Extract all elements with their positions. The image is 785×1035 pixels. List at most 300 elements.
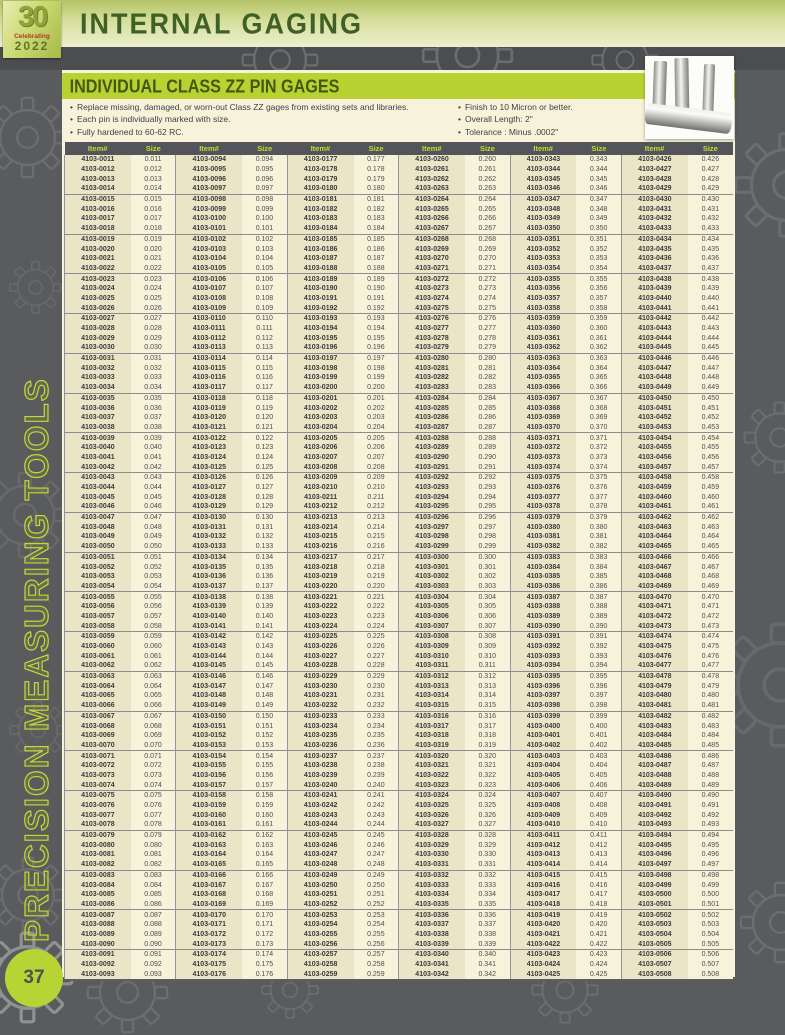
item-cell: 4103-0324	[399, 791, 465, 801]
page-title: INTERNAL GAGING	[80, 8, 364, 40]
item-cell: 4103-0424	[510, 960, 576, 970]
item-cell: 4103-0196	[287, 343, 353, 353]
size-cell: 0.443	[688, 324, 733, 334]
size-cell: 0.083	[131, 870, 176, 880]
item-cell: 4103-0145	[176, 661, 242, 671]
size-cell: 0.447	[688, 363, 733, 373]
item-cell: 4103-0361	[510, 333, 576, 343]
item-cell: 4103-0329	[399, 840, 465, 850]
item-cell: 4103-0238	[287, 761, 353, 771]
table-row	[65, 393, 734, 403]
size-cell: 0.167	[242, 880, 287, 890]
item-cell: 4103-0339	[399, 939, 465, 949]
size-cell: 0.246	[354, 840, 399, 850]
item-cell: 4103-0373	[510, 453, 576, 463]
size-cell: 0.453	[688, 423, 733, 433]
size-cell: 0.046	[131, 502, 176, 512]
item-cell: 4103-0268	[399, 234, 465, 244]
size-cell: 0.220	[354, 582, 399, 592]
item-cell: 4103-0357	[510, 294, 576, 304]
item-cell: 4103-0355	[510, 274, 576, 284]
size-cell: 0.228	[354, 661, 399, 671]
item-cell: 4103-0246	[287, 840, 353, 850]
table-row	[65, 751, 734, 761]
size-cell: 0.303	[465, 582, 510, 592]
size-cell: 0.484	[688, 731, 733, 741]
item-cell: 4103-0286	[399, 413, 465, 423]
size-cell: 0.150	[242, 711, 287, 721]
item-cell: 4103-0379	[510, 512, 576, 522]
item-cell: 4103-0120	[176, 413, 242, 423]
item-cell: 4103-0197	[287, 353, 353, 363]
item-cell: 4103-0225	[287, 632, 353, 642]
item-cell: 4103-0106	[176, 274, 242, 284]
item-cell: 4103-0415	[510, 870, 576, 880]
table-row	[65, 303, 734, 313]
size-cell: 0.125	[242, 462, 287, 472]
item-cell: 4103-0206	[287, 443, 353, 453]
bullet-item: • Overall Length: 2"	[458, 113, 648, 125]
size-cell: 0.380	[576, 522, 621, 532]
column-header-item: Item#	[65, 142, 131, 155]
item-cell: 4103-0459	[621, 483, 687, 493]
pin-photo	[645, 103, 733, 134]
item-cell: 4103-0161	[176, 820, 242, 830]
item-cell: 4103-0211	[287, 492, 353, 502]
size-cell: 0.299	[465, 542, 510, 552]
size-cell: 0.478	[688, 671, 733, 681]
item-cell: 4103-0178	[287, 165, 353, 175]
size-cell: 0.497	[688, 860, 733, 870]
bullet-item: • Each pin is individually marked with size.	[70, 113, 455, 125]
size-cell: 0.269	[465, 244, 510, 254]
size-cell: 0.301	[465, 562, 510, 572]
item-cell: 4103-0110	[176, 314, 242, 324]
size-cell: 0.174	[242, 950, 287, 960]
table-row	[65, 791, 734, 801]
size-cell: 0.499	[688, 880, 733, 890]
size-cell: 0.028	[131, 324, 176, 334]
item-cell: 4103-0187	[287, 254, 353, 264]
item-cell: 4103-0027	[65, 314, 131, 324]
size-cell: 0.035	[131, 393, 176, 403]
size-cell: 0.315	[465, 701, 510, 711]
item-cell: 4103-0015	[65, 194, 131, 204]
item-cell: 4103-0154	[176, 751, 242, 761]
item-cell: 4103-0295	[399, 502, 465, 512]
item-cell: 4103-0108	[176, 294, 242, 304]
size-cell: 0.137	[242, 582, 287, 592]
item-cell: 4103-0213	[287, 512, 353, 522]
item-cell: 4103-0391	[510, 632, 576, 642]
item-cell: 4103-0237	[287, 751, 353, 761]
size-cell: 0.012	[131, 165, 176, 175]
item-cell: 4103-0267	[399, 224, 465, 234]
size-cell: 0.092	[131, 960, 176, 970]
table-row	[65, 870, 734, 880]
size-cell: 0.185	[354, 234, 399, 244]
item-cell: 4103-0087	[65, 910, 131, 920]
item-cell: 4103-0400	[510, 721, 576, 731]
table-row	[65, 969, 734, 980]
page-number: 37	[23, 967, 45, 988]
anniversary-badge	[3, 1, 61, 58]
size-cell: 0.481	[688, 701, 733, 711]
item-cell: 4103-0191	[287, 294, 353, 304]
size-cell: 0.354	[576, 264, 621, 274]
item-cell: 4103-0142	[176, 632, 242, 642]
size-cell: 0.281	[465, 363, 510, 373]
size-cell: 0.339	[465, 939, 510, 949]
item-cell: 4103-0325	[399, 801, 465, 811]
size-cell: 0.329	[465, 840, 510, 850]
item-cell: 4103-0077	[65, 810, 131, 820]
item-cell: 4103-0199	[287, 373, 353, 383]
size-cell: 0.376	[576, 483, 621, 493]
bullet-item: • Replace missing, damaged, or worn-out Class ZZ gages from existing sets and libraries.	[70, 101, 455, 113]
item-cell: 4103-0477	[621, 661, 687, 671]
size-cell: 0.373	[576, 453, 621, 463]
size-cell: 0.106	[242, 274, 287, 284]
size-cell: 0.126	[242, 473, 287, 483]
item-cell: 4103-0134	[176, 552, 242, 562]
size-cell: 0.305	[465, 602, 510, 612]
size-cell: 0.139	[242, 602, 287, 612]
content-panel	[62, 70, 735, 977]
item-cell: 4103-0340	[399, 950, 465, 960]
table-row	[65, 731, 734, 741]
item-cell: 4103-0487	[621, 761, 687, 771]
size-cell: 0.248	[354, 860, 399, 870]
item-cell: 4103-0090	[65, 939, 131, 949]
size-cell: 0.386	[576, 582, 621, 592]
item-cell: 4103-0472	[621, 612, 687, 622]
item-cell: 4103-0448	[621, 373, 687, 383]
size-cell: 0.414	[576, 860, 621, 870]
item-cell: 4103-0214	[287, 522, 353, 532]
size-cell: 0.312	[465, 671, 510, 681]
item-cell: 4103-0119	[176, 403, 242, 413]
item-cell: 4103-0467	[621, 562, 687, 572]
item-cell: 4103-0216	[287, 542, 353, 552]
item-cell: 4103-0338	[399, 930, 465, 940]
table-row	[65, 950, 734, 960]
size-cell: 0.319	[465, 741, 510, 751]
size-cell: 0.076	[131, 801, 176, 811]
table-row	[65, 353, 734, 363]
item-cell: 4103-0397	[510, 691, 576, 701]
size-cell: 0.027	[131, 314, 176, 324]
size-cell: 0.204	[354, 423, 399, 433]
column-header-size: Size	[354, 142, 399, 155]
item-cell: 4103-0226	[287, 642, 353, 652]
item-cell: 4103-0434	[621, 234, 687, 244]
size-cell: 0.402	[576, 741, 621, 751]
item-cell: 4103-0452	[621, 413, 687, 423]
size-cell: 0.398	[576, 701, 621, 711]
item-cell: 4103-0390	[510, 621, 576, 631]
size-cell: 0.454	[688, 433, 733, 443]
size-cell: 0.318	[465, 731, 510, 741]
item-cell: 4103-0322	[399, 771, 465, 781]
size-cell: 0.067	[131, 711, 176, 721]
size-cell: 0.326	[465, 810, 510, 820]
item-cell: 4103-0474	[621, 632, 687, 642]
item-cell: 4103-0402	[510, 741, 576, 751]
size-cell: 0.079	[131, 830, 176, 840]
bullet-item: • Tolerance : Minus .0002"	[458, 126, 648, 138]
table-row	[65, 433, 734, 443]
item-cell: 4103-0501	[621, 900, 687, 910]
item-cell: 4103-0021	[65, 254, 131, 264]
size-cell: 0.136	[242, 572, 287, 582]
item-cell: 4103-0311	[399, 661, 465, 671]
item-cell: 4103-0308	[399, 632, 465, 642]
size-cell: 0.489	[688, 780, 733, 790]
size-cell: 0.431	[688, 204, 733, 214]
item-cell: 4103-0052	[65, 562, 131, 572]
size-cell: 0.297	[465, 522, 510, 532]
item-cell: 4103-0031	[65, 353, 131, 363]
table-row	[65, 920, 734, 930]
item-cell: 4103-0508	[621, 969, 687, 980]
item-cell: 4103-0084	[65, 880, 131, 890]
item-cell: 4103-0171	[176, 920, 242, 930]
item-cell: 4103-0480	[621, 691, 687, 701]
item-cell: 4103-0101	[176, 224, 242, 234]
item-cell: 4103-0048	[65, 522, 131, 532]
item-cell: 4103-0228	[287, 661, 353, 671]
item-cell: 4103-0122	[176, 433, 242, 443]
item-cell: 4103-0485	[621, 741, 687, 751]
table-row	[65, 234, 734, 244]
item-cell: 4103-0439	[621, 284, 687, 294]
size-cell: 0.348	[576, 204, 621, 214]
item-cell: 4103-0292	[399, 473, 465, 483]
size-cell: 0.226	[354, 642, 399, 652]
size-cell: 0.321	[465, 761, 510, 771]
item-cell: 4103-0341	[399, 960, 465, 970]
size-cell: 0.254	[354, 920, 399, 930]
size-cell: 0.212	[354, 502, 399, 512]
size-cell: 0.015	[131, 194, 176, 204]
size-cell: 0.496	[688, 850, 733, 860]
item-cell: 4103-0050	[65, 542, 131, 552]
item-cell: 4103-0130	[176, 512, 242, 522]
item-cell: 4103-0147	[176, 681, 242, 691]
size-cell: 0.209	[354, 473, 399, 483]
size-cell: 0.446	[688, 353, 733, 363]
size-cell: 0.289	[465, 443, 510, 453]
item-cell: 4103-0343	[510, 155, 576, 165]
item-cell: 4103-0012	[65, 165, 131, 175]
size-cell: 0.317	[465, 721, 510, 731]
item-cell: 4103-0045	[65, 492, 131, 502]
size-cell: 0.470	[688, 592, 733, 602]
size-cell: 0.265	[465, 204, 510, 214]
item-cell: 4103-0491	[621, 801, 687, 811]
size-cell: 0.101	[242, 224, 287, 234]
size-cell: 0.225	[354, 632, 399, 642]
size-cell: 0.441	[688, 303, 733, 313]
size-cell: 0.457	[688, 462, 733, 472]
table-row	[65, 939, 734, 949]
size-cell: 0.179	[354, 174, 399, 184]
size-cell: 0.498	[688, 870, 733, 880]
pin-gage-table	[64, 142, 733, 981]
table-row	[65, 244, 734, 254]
item-cell: 4103-0118	[176, 393, 242, 403]
size-cell: 0.442	[688, 314, 733, 324]
size-cell: 0.191	[354, 294, 399, 304]
item-cell: 4103-0083	[65, 870, 131, 880]
size-cell: 0.218	[354, 562, 399, 572]
item-cell: 4103-0450	[621, 393, 687, 403]
item-cell: 4103-0488	[621, 771, 687, 781]
item-cell: 4103-0282	[399, 373, 465, 383]
item-cell: 4103-0455	[621, 443, 687, 453]
size-cell: 0.272	[465, 274, 510, 284]
gear-icon	[732, 130, 785, 240]
size-cell: 0.216	[354, 542, 399, 552]
item-cell: 4103-0080	[65, 840, 131, 850]
item-cell: 4103-0126	[176, 473, 242, 483]
size-cell: 0.052	[131, 562, 176, 572]
column-header-item: Item#	[510, 142, 576, 155]
item-cell: 4103-0169	[176, 900, 242, 910]
size-cell: 0.277	[465, 324, 510, 334]
item-cell: 4103-0464	[621, 532, 687, 542]
item-cell: 4103-0348	[510, 204, 576, 214]
size-cell: 0.350	[576, 224, 621, 234]
size-cell: 0.104	[242, 254, 287, 264]
item-cell: 4103-0502	[621, 910, 687, 920]
table-row	[65, 562, 734, 572]
size-cell: 0.257	[354, 950, 399, 960]
size-cell: 0.507	[688, 960, 733, 970]
size-cell: 0.468	[688, 572, 733, 582]
size-cell: 0.180	[354, 184, 399, 194]
item-cell: 4103-0354	[510, 264, 576, 274]
item-cell: 4103-0418	[510, 900, 576, 910]
item-cell: 4103-0018	[65, 224, 131, 234]
table-row	[65, 860, 734, 870]
size-cell: 0.087	[131, 910, 176, 920]
item-cell: 4103-0253	[287, 910, 353, 920]
item-cell: 4103-0232	[287, 701, 353, 711]
size-cell: 0.328	[465, 830, 510, 840]
table-row	[65, 651, 734, 661]
size-cell: 0.332	[465, 870, 510, 880]
item-cell: 4103-0300	[399, 552, 465, 562]
size-cell: 0.276	[465, 314, 510, 324]
item-cell: 4103-0072	[65, 761, 131, 771]
item-cell: 4103-0020	[65, 244, 131, 254]
size-cell: 0.020	[131, 244, 176, 254]
item-cell: 4103-0305	[399, 602, 465, 612]
item-cell: 4103-0058	[65, 621, 131, 631]
item-cell: 4103-0484	[621, 731, 687, 741]
size-cell: 0.214	[354, 522, 399, 532]
table-row	[65, 930, 734, 940]
item-cell: 4103-0234	[287, 721, 353, 731]
feature-bullets-right	[458, 101, 648, 138]
item-cell: 4103-0105	[176, 264, 242, 274]
item-cell: 4103-0143	[176, 642, 242, 652]
item-cell: 4103-0017	[65, 214, 131, 224]
item-cell: 4103-0431	[621, 204, 687, 214]
size-cell: 0.351	[576, 234, 621, 244]
size-cell: 0.177	[354, 155, 399, 165]
item-cell: 4103-0040	[65, 443, 131, 453]
item-cell: 4103-0470	[621, 592, 687, 602]
item-cell: 4103-0419	[510, 910, 576, 920]
item-cell: 4103-0395	[510, 671, 576, 681]
item-cell: 4103-0044	[65, 483, 131, 493]
pin-gages-photo	[645, 56, 734, 139]
size-cell: 0.382	[576, 542, 621, 552]
item-cell: 4103-0201	[287, 393, 353, 403]
size-cell: 0.395	[576, 671, 621, 681]
item-cell: 4103-0039	[65, 433, 131, 443]
size-cell: 0.464	[688, 532, 733, 542]
size-cell: 0.428	[688, 174, 733, 184]
table-row	[65, 572, 734, 582]
section-header-bar	[62, 73, 735, 99]
item-cell: 4103-0372	[510, 443, 576, 453]
item-cell: 4103-0367	[510, 393, 576, 403]
item-cell: 4103-0330	[399, 850, 465, 860]
item-cell: 4103-0202	[287, 403, 353, 413]
size-cell: 0.291	[465, 462, 510, 472]
item-cell: 4103-0056	[65, 602, 131, 612]
size-cell: 0.420	[576, 920, 621, 930]
item-cell: 4103-0243	[287, 810, 353, 820]
size-cell: 0.122	[242, 433, 287, 443]
size-cell: 0.331	[465, 860, 510, 870]
size-cell: 0.201	[354, 393, 399, 403]
size-cell: 0.066	[131, 701, 176, 711]
size-cell: 0.300	[465, 552, 510, 562]
size-cell: 0.019	[131, 234, 176, 244]
size-cell: 0.358	[576, 303, 621, 313]
table-row	[65, 900, 734, 910]
item-cell: 4103-0289	[399, 443, 465, 453]
item-cell: 4103-0116	[176, 373, 242, 383]
size-cell: 0.143	[242, 642, 287, 652]
item-cell: 4103-0255	[287, 930, 353, 940]
item-cell: 4103-0091	[65, 950, 131, 960]
table-row	[65, 741, 734, 751]
item-cell: 4103-0215	[287, 532, 353, 542]
size-cell: 0.075	[131, 791, 176, 801]
size-cell: 0.465	[688, 542, 733, 552]
item-cell: 4103-0493	[621, 820, 687, 830]
item-cell: 4103-0298	[399, 532, 465, 542]
item-cell: 4103-0347	[510, 194, 576, 204]
item-cell: 4103-0097	[176, 184, 242, 194]
size-cell: 0.334	[465, 890, 510, 900]
size-cell: 0.471	[688, 602, 733, 612]
size-cell: 0.392	[576, 642, 621, 652]
size-cell: 0.379	[576, 512, 621, 522]
item-cell: 4103-0054	[65, 582, 131, 592]
item-cell: 4103-0293	[399, 483, 465, 493]
item-cell: 4103-0349	[510, 214, 576, 224]
size-cell: 0.362	[576, 343, 621, 353]
size-cell: 0.424	[576, 960, 621, 970]
item-cell: 4103-0279	[399, 343, 465, 353]
